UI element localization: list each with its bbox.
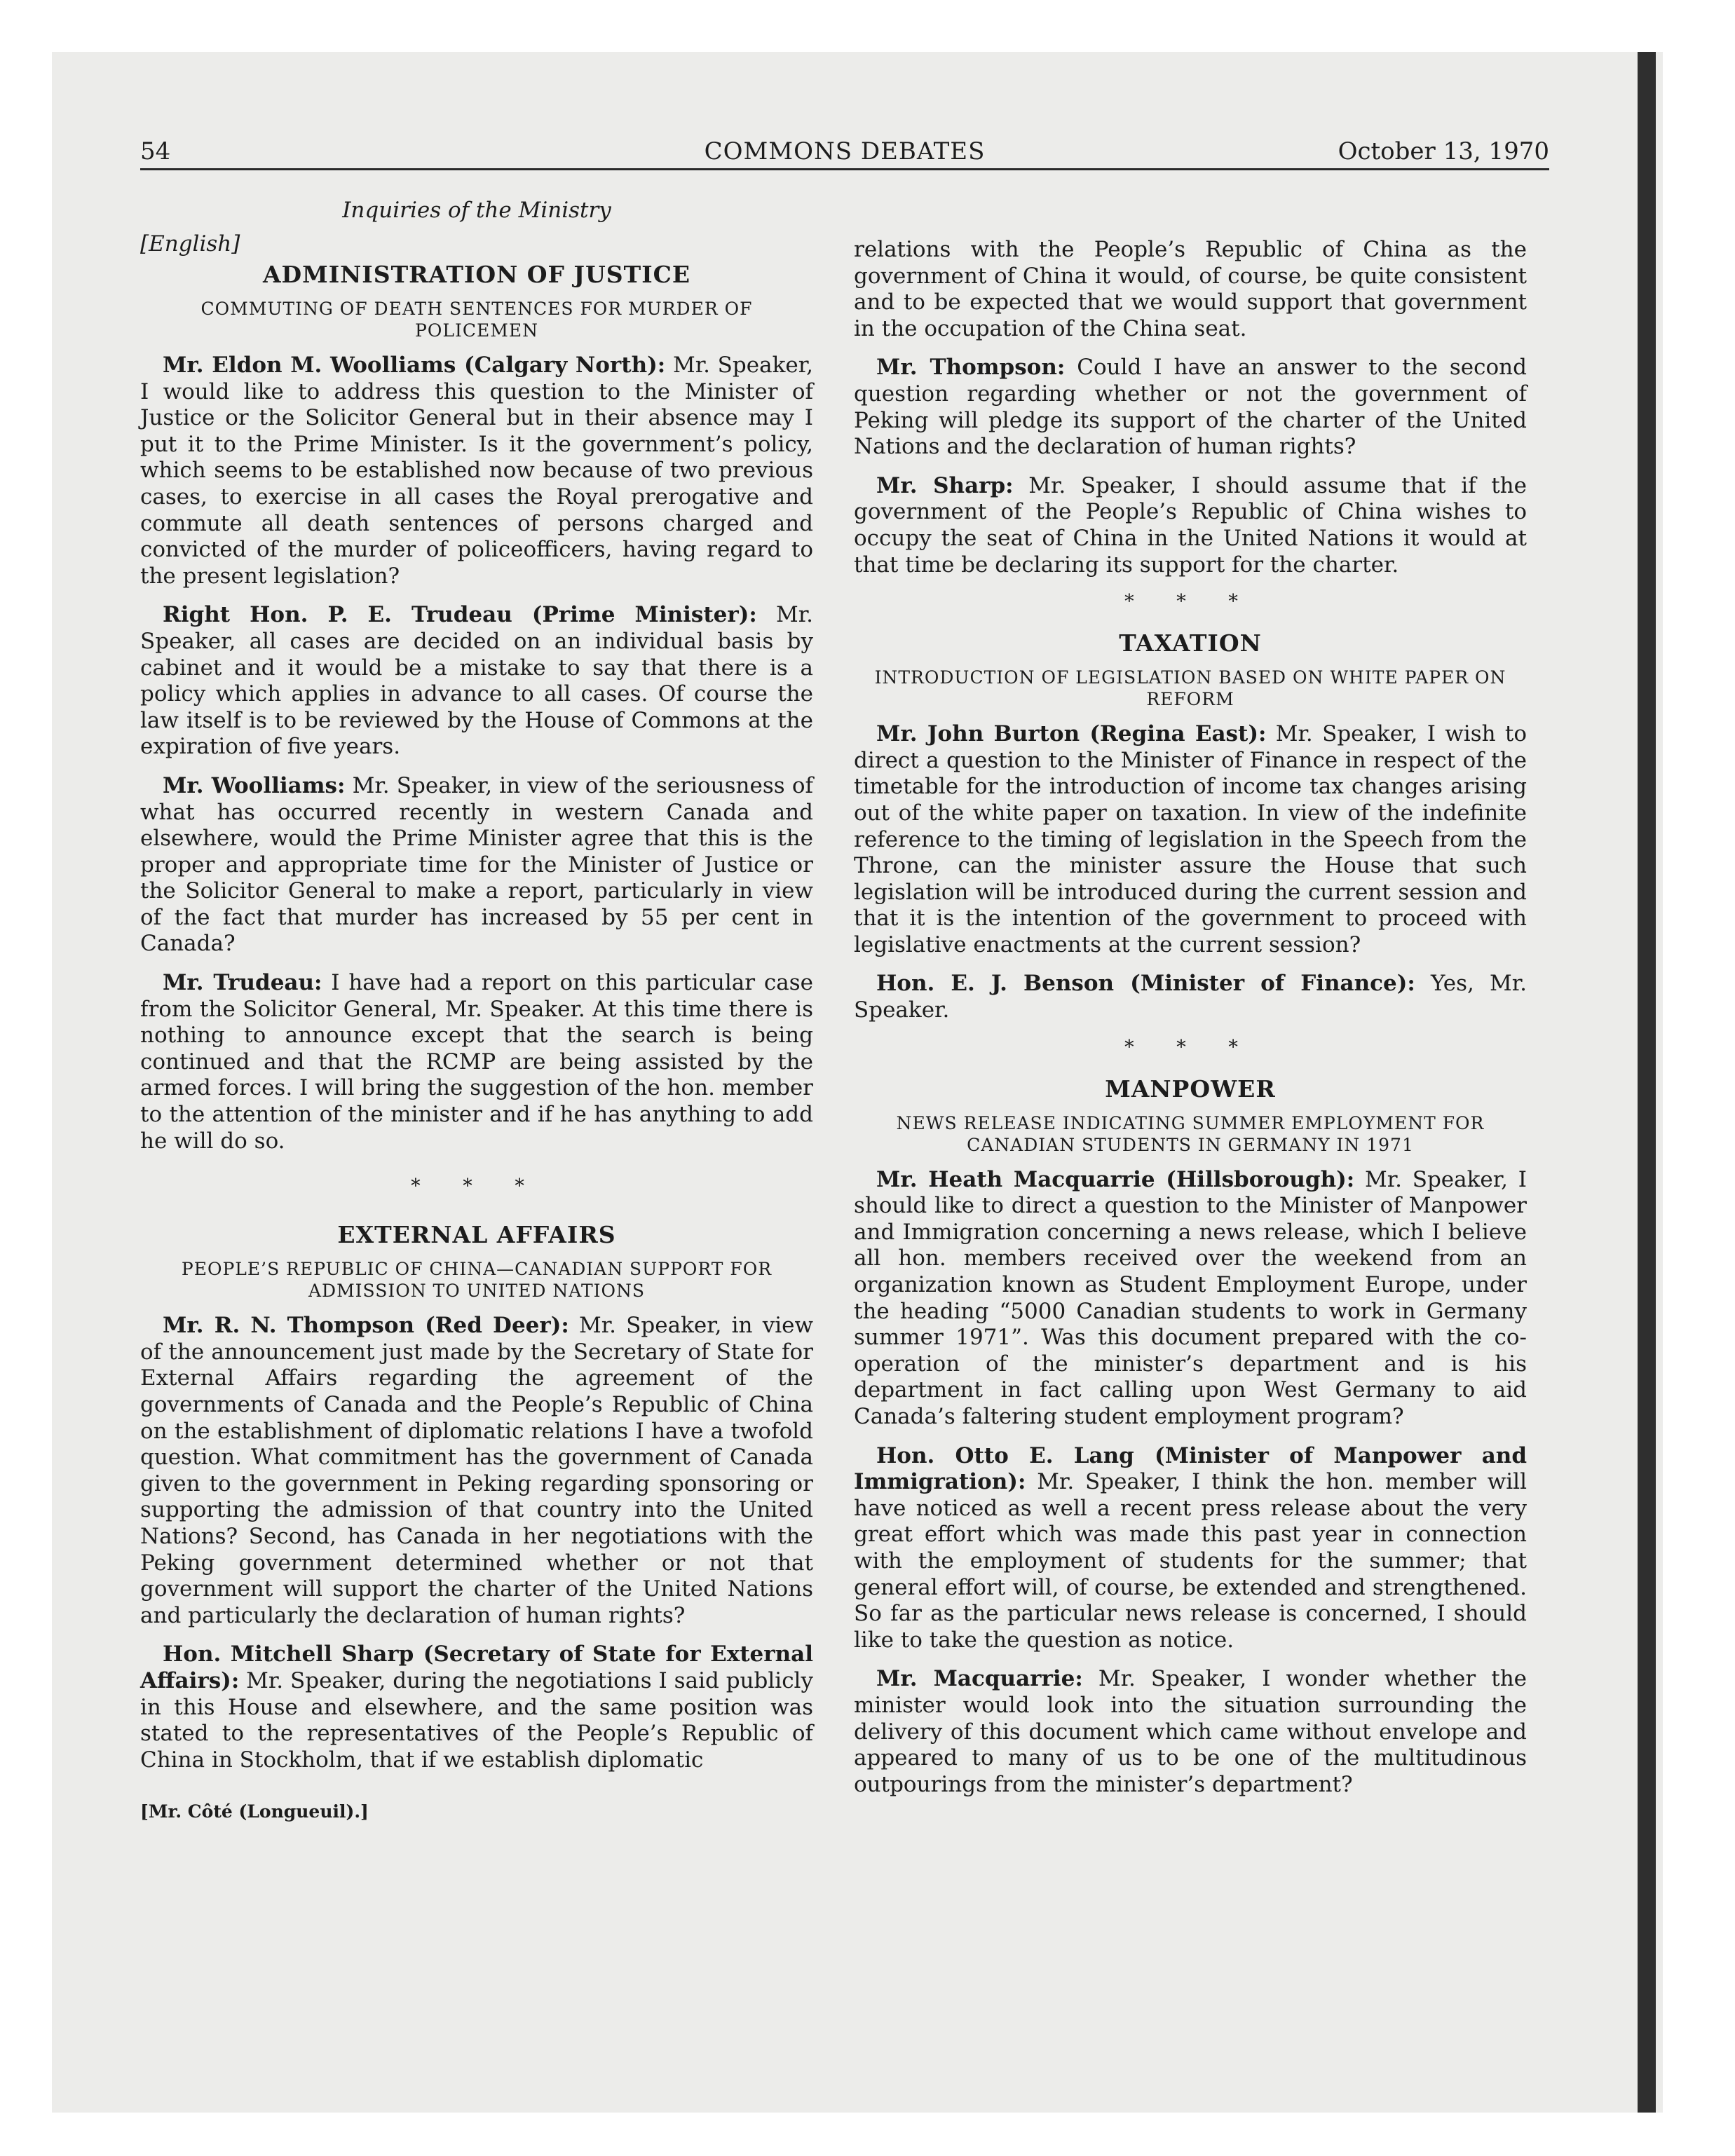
subheading-commuting-death-sentences: COMMUTING OF DEATH SENTENCES FOR MURDER OF POLICEMEN bbox=[200, 299, 753, 341]
heading-manpower: MANPOWER bbox=[1105, 1074, 1276, 1103]
section-divider-stars: * * * bbox=[1124, 1036, 1256, 1058]
speaker-name: Mr. Sharp: bbox=[876, 472, 1014, 498]
heading-taxation: TAXATION bbox=[1119, 629, 1262, 657]
paragraph bbox=[140, 353, 813, 589]
paragraph-text: Mr. Speaker, I would like to address this question to the Minister of Justice or the Solicitor General but in their absence may I put it to the Prime Minister. Is it the government’s policy, which seems to be established now because of two previous cases, to exercise in all cases the Royal prerogative and commute all death sentences of persons charged and convicted of the murder of policeofficers, having regard to the present legislation? bbox=[140, 353, 813, 589]
paragraph-text: I have had a report on this particular case from the Solicitor General, Mr. Speaker. At this time there is nothing to announce except that the search is being continued and that the RCMP are being assisted by the armed forces. I will bring the suggestion of the hon. member to the attention of the minister and if he has anything to add he will do so. bbox=[140, 970, 813, 1154]
speaker-name: Mr. John Burton (Regina East): bbox=[876, 721, 1267, 747]
paragraph-text: Could I have an answer to the second question regarding whether or not the government of Peking will pledge its support of the charter of the United Nations and the declaration of human rights? bbox=[854, 355, 1527, 460]
speaker-name: Mr. Trudeau: bbox=[163, 970, 322, 996]
page-number: 54 bbox=[140, 137, 171, 165]
left-column bbox=[140, 189, 813, 1822]
paragraph bbox=[854, 237, 1527, 342]
paragraph-text: Mr. Speaker, I wonder whether the minister would look into the situation surrounding the delivery of this document which came without envelope and appeared to many of us to be one of the multitudinous outpourings from the minister’s department? bbox=[854, 1666, 1528, 1797]
speaker-name: Right Hon. P. E. Trudeau (Prime Minister): bbox=[163, 602, 757, 628]
paragraph bbox=[854, 1443, 1527, 1654]
paragraph-text: Mr. Speaker, in view of the seriousness of what has occurred recently in western Canada and elsewhere, would the Prime Minister agree that this is the proper and appropriate time for the Minister of Justice or the Solicitor General to make a report, particularly in view of the fact that murder has increased by 55 per cent in Canada? bbox=[140, 772, 813, 957]
paragraph bbox=[854, 721, 1527, 958]
section-divider-stars: * * * bbox=[1124, 591, 1256, 613]
issue-date: October 13, 1970 bbox=[1338, 137, 1549, 165]
section-title: Inquiries of the Ministry bbox=[342, 198, 611, 223]
paragraph-text: Mr. Speaker, during the negotiations I said publicly in this House and elsewhere, and the same position was stated to the representatives of the People’s Republic of China in Stockholm, that if we establish diplomatic bbox=[140, 1667, 813, 1773]
speaker-name: Hon. E. J. Benson (Minister of Finance): bbox=[876, 971, 1415, 997]
paragraph-text: relations with the People’s Republic of China as the government of China it would, of course, be quite consistent and to be expected that we would support that government in the occupation of the China seat. bbox=[854, 237, 1527, 341]
paragraph bbox=[854, 355, 1527, 460]
publication-title: COMMONS DEBATES bbox=[704, 137, 986, 165]
subheading-white-paper-legislation: INTRODUCTION OF LEGISLATION BASED ON WHITE PAPER ON REFORM bbox=[874, 667, 1506, 710]
paragraph-text: Mr. Speaker, I think the hon. member will have noticed as well a recent press release about the very great effort which was made this past year in connection with the employment of students for the summer; that general effort will, of course, be extended and strengthened. So far as the particular news release is concerned, I should like to take the question as notice. bbox=[854, 1469, 1527, 1653]
binding-edge bbox=[1638, 52, 1656, 2113]
paragraph bbox=[140, 773, 813, 957]
right-column bbox=[854, 237, 1527, 1810]
speaker-name: Hon. Otto E. Lang (Minister of Manpower and Immigration): bbox=[854, 1442, 1527, 1495]
paragraph-text: Mr. Speaker, all cases are decided on an individual basis by cabinet and it would be a mistake to say that there is a policy which applies in advance to all cases. Of course the law itself is to be reviewed by the House of Commons at the expiration of five years. bbox=[140, 602, 813, 760]
language-marker: [English] bbox=[140, 231, 240, 257]
paragraph bbox=[854, 971, 1527, 1023]
paragraph-text: Mr. Speaker, in view of the announcement just made by the Secretary of State for External Affairs regarding the agreement of the governments of Canada and the People’s Republic of China on the establishment of diplomatic relations I have a twofold question. What commitment has the government of Canada given to the government in Peking regarding sponsoring or supporting the admission of that country into the United Nations? Second, has Canada in her negotiations with the Peking government determined whether or not that government will support the charter of the United Nations and particularly the declaration of human rights? bbox=[140, 1313, 813, 1628]
speaker-name: Mr. Heath Macquarrie (Hillsborough): bbox=[876, 1166, 1355, 1192]
speaker-name: Mr. Eldon M. Woolliams (Calgary North): bbox=[163, 353, 666, 378]
running-header bbox=[140, 137, 1549, 170]
speaker-name: Mr. R. N. Thompson (Red Deer): bbox=[163, 1313, 569, 1339]
paragraph bbox=[140, 602, 813, 760]
paragraph-text: Mr. Speaker, I wish to direct a question to the Minister of Finance in respect of the timetable for the introduction of income tax changes arising out of the white paper on taxation. In view of the indefinite reference to the timing of legislation in the Speech from the Throne, can the minister assure the House that such legislation will be introduced during the current session and that it is the intention of the government to proceed with legislative enactments at the current session? bbox=[854, 721, 1528, 957]
paragraph-text: Mr. Speaker, I should like to direct a question to the Minister of Manpower and Immigration concerning a news release, which I believe all hon. members received over the weekend from an organization known as Student Employment Europe, under the heading “5000 Canadian students to work in Germany summer 1971”. Was this document prepared with the co-operation of the minister’s department and is his department in fact calling upon West Germany to aid Canada’s faltering student employment program? bbox=[854, 1166, 1528, 1429]
section-divider-stars: * * * bbox=[411, 1175, 543, 1198]
speaker-name: Mr. Woolliams: bbox=[163, 772, 346, 798]
heading-administration-of-justice: ADMINISTRATION OF JUSTICE bbox=[262, 261, 691, 288]
paragraph bbox=[140, 1642, 813, 1773]
paragraph bbox=[854, 473, 1527, 578]
paragraph bbox=[854, 1666, 1527, 1798]
speaker-name: Mr. Thompson: bbox=[876, 355, 1066, 381]
paragraph-text: Mr. Speaker, I should assume that if the government of the People’s Republic of China wishes to occupy the seat of China in the United Nations it would at that time be declaring its support for the charter. bbox=[854, 472, 1527, 578]
subheading-china-un-admission: PEOPLE’S REPUBLIC OF CHINA—CANADIAN SUPPORT FOR ADMISSION TO UNITED NATIONS bbox=[181, 1259, 773, 1302]
paragraph bbox=[140, 1313, 813, 1629]
paragraph-text: Yes, Mr. Speaker. bbox=[854, 971, 1527, 1023]
speaker-name: Hon. Mitchell Sharp (Secretary of State for External Affairs): bbox=[140, 1642, 813, 1693]
footnote-speaker-note: [Mr. Côté (Longueuil).] bbox=[140, 1801, 369, 1822]
paragraph bbox=[854, 1167, 1527, 1431]
speaker-name: Mr. Macquarrie: bbox=[876, 1666, 1083, 1692]
paragraph bbox=[140, 970, 813, 1154]
subheading-summer-employment-germany: NEWS RELEASE INDICATING SUMMER EMPLOYMENT FOR CANADIAN STUDENTS IN GERMANY IN 1971 bbox=[896, 1112, 1485, 1155]
heading-external-affairs: EXTERNAL AFFAIRS bbox=[337, 1221, 616, 1249]
